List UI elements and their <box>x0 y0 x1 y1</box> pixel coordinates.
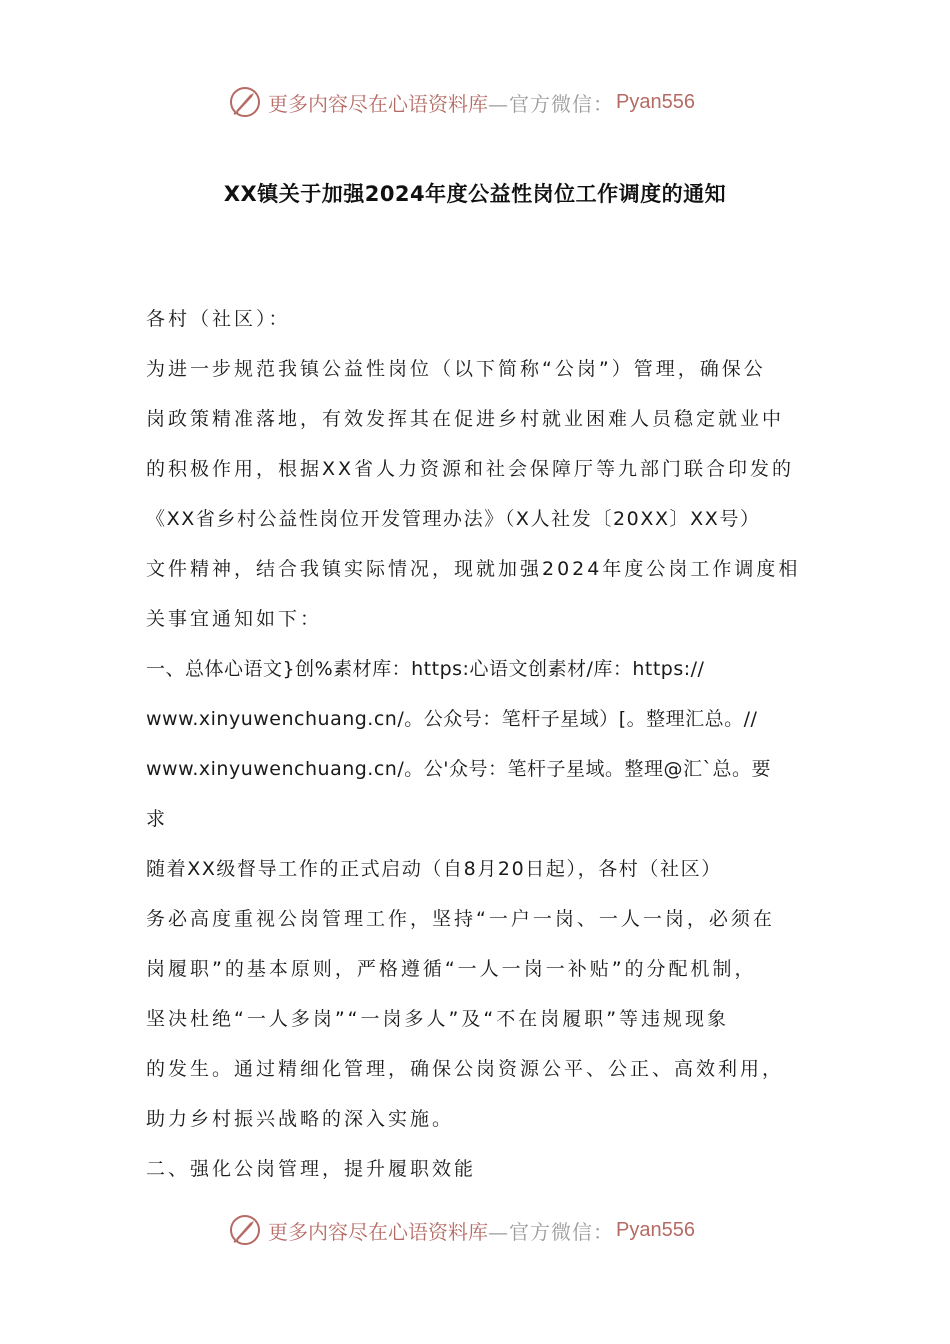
watermark-sub-text: —官方微信： <box>488 91 614 116</box>
document-body <box>146 294 806 1194</box>
section-heading-line: 二、强化公岗管理，提升履职效能 <box>146 1158 477 1180</box>
document-title: XX镇关于加强2024年度公益性岗位工作调度的通知 <box>223 182 727 206</box>
header-watermark <box>228 84 748 120</box>
paragraph-line: 岗履职”的基本原则，严格遵循“一人一岗一补贴”的分配机制， <box>146 958 757 980</box>
paragraph-line: 的积极作用，根据XX省人力资源和社会保障厅等九部门联合印发的 <box>146 458 795 480</box>
paragraph-line: 岗政策精准落地，有效发挥其在促进乡村就业困难人员稳定就业中 <box>146 408 785 430</box>
watermark-sub-text: —官方微信： <box>488 1219 614 1244</box>
paragraph-line: 务必高度重视公岗管理工作，坚持“一户一岗、一人一岗，必须在 <box>146 908 775 930</box>
watermark-main-text: 更多内容尽在心语资料库 <box>268 91 488 116</box>
paragraph-line: 为进一步规范我镇公益性岗位（以下简称“公岗”）管理，确保公 <box>146 358 766 380</box>
paragraph-line: 的发生。通过精细化管理，确保公岗资源公平、公正、高效利用， <box>146 1058 785 1080</box>
paragraph-line: 助力乡村振兴战略的深入实施。 <box>146 1108 455 1130</box>
paragraph-line: 坚决杜绝“一人多岗”“一岗多人”及“不在岗履职”等违规现象 <box>146 1008 730 1030</box>
paragraph-line: 《XX省乡村公益性岗位开发管理办法》（X人社发〔20XX〕XX号） <box>146 508 761 530</box>
section-heading-line: 一、总体心语文}创%素材库：https:心语文创素材/库：https:// <box>146 658 705 680</box>
paragraph-line: www.xinyuwenchuang.cn/。公'众号：笔杆子星域。整理@汇`总。要 <box>146 758 771 780</box>
watermark-wechat-id: Pyan556 <box>616 90 695 113</box>
paragraph-line: 关事宜通知如下： <box>146 608 323 630</box>
footer-watermark <box>228 1212 748 1248</box>
watermark-main-text: 更多内容尽在心语资料库 <box>268 1219 488 1244</box>
paragraph-line: 文件精神，结合我镇实际情况，现就加强2024年度公岗工作调度相 <box>146 558 801 580</box>
salutation-line: 各村（社区）： <box>146 308 291 330</box>
quill-logo-icon <box>228 85 262 119</box>
paragraph-line: 求 <box>146 808 169 830</box>
quill-logo-icon <box>228 1213 262 1247</box>
paragraph-line: 随着XX级督导工作的正式启动（自8月20日起），各村（社区） <box>146 858 722 880</box>
watermark-wechat-id: Pyan556 <box>616 1218 695 1241</box>
paragraph-line: www.xinyuwenchuang.cn/。公众号：笔杆子星域）[。整理汇总。// <box>146 708 758 730</box>
